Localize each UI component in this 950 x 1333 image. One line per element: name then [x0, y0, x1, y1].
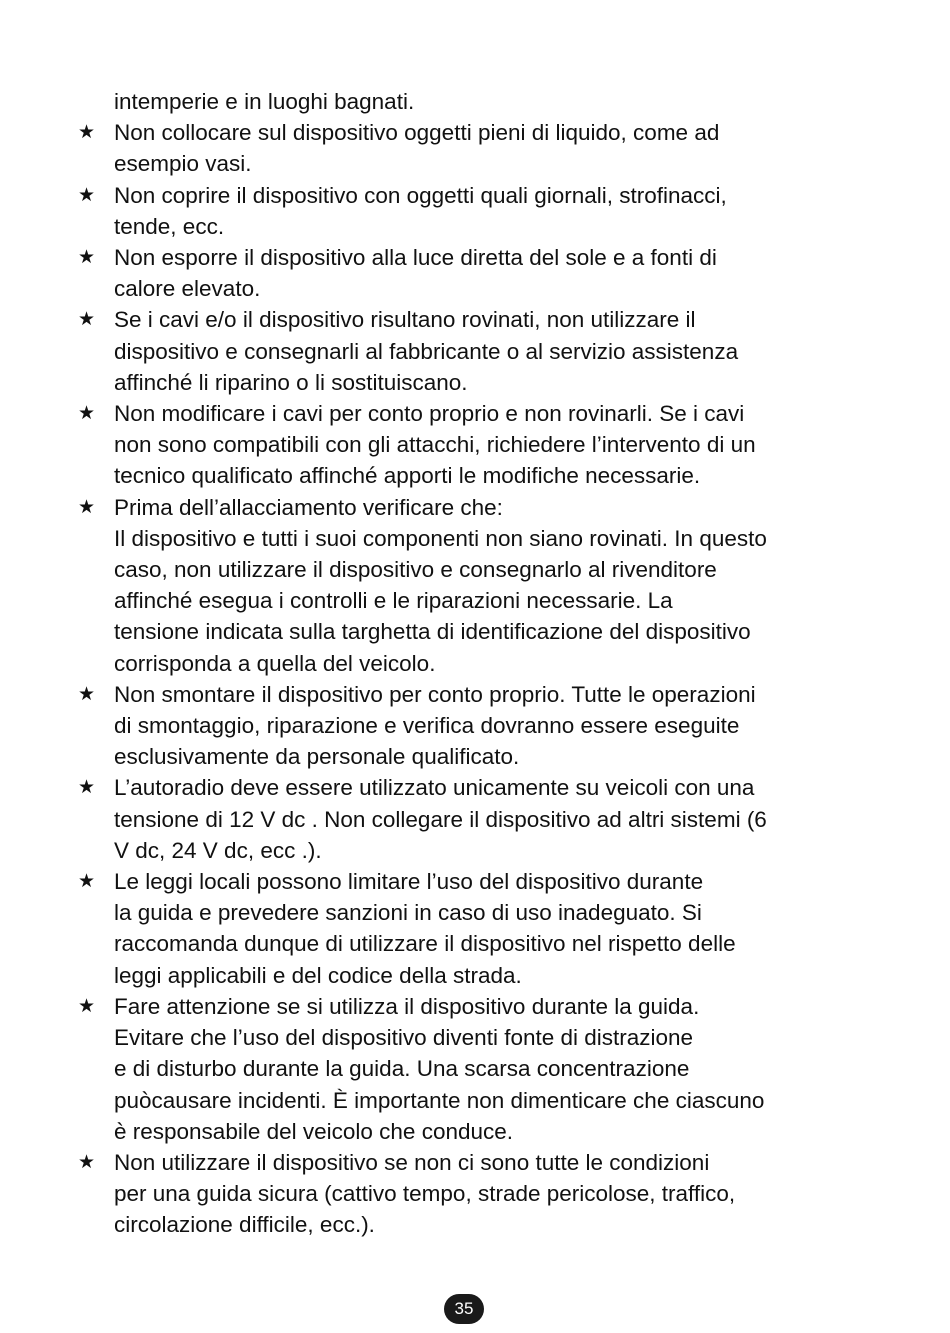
list-item: [78, 1147, 878, 1241]
safety-list: [78, 117, 878, 1240]
list-item: [78, 304, 878, 398]
star-bullet-icon: ★: [78, 776, 96, 799]
star-bullet-icon: ★: [78, 495, 96, 518]
list-item-text: Non utilizzare il dispositivo se non ci sono tutte le condizioni per una guida sicura (cattivo tempo, strade pericolose, traffico, circolazione difficile, ecc.).: [114, 1149, 736, 1238]
list-item-text: Prima dell’allacciamento verificare che: Il dispositivo e tutti i suoi componenti non siano rovinati. In questo caso, non utilizzare il dispositivo e consegnarlo al rivenditore affinché esegua i controlli e le riparazioni necessarie. La tensione indicata sulla targhetta di identificazione del dispositivo corrisponda a quella del veicolo.: [114, 494, 767, 676]
list-item-text: Non coprire il dispositivo con oggetti quali giornali, strofinacci, tende, ecc.: [114, 182, 727, 239]
star-bullet-icon: ★: [78, 682, 96, 705]
list-item: [78, 180, 878, 242]
list-item: [78, 242, 878, 304]
star-bullet-icon: ★: [78, 183, 96, 206]
document-body: [78, 86, 878, 1241]
list-item-text: Non collocare sul dispositivo oggetti pieni di liquido, come ad esempio vasi.: [114, 120, 720, 177]
list-item-text: Fare attenzione se si utilizza il dispositivo durante la guida. Evitare che l’uso del dispositivo diventi fonte di distrazione e di disturbo durante la guida. Una scarsa concentrazione puòcausare incidenti. È importante non dimenticare che ciascuno è responsabile del veicolo che conduce.: [114, 993, 765, 1144]
list-item: [78, 398, 878, 492]
star-bullet-icon: ★: [78, 402, 96, 425]
list-item-text: Non esporre il dispositivo alla luce diretta del sole e a fonti di calore elevato.: [114, 245, 717, 302]
list-item-text: Se i cavi e/o il dispositivo risultano rovinati, non utilizzare il dispositivo e consegnarli al fabbricante o al servizio assistenza affinché li riparino o li sostituiscano.: [114, 307, 739, 395]
list-item-text: L’autoradio deve essere utilizzato unicamente su veicoli con una tensione di 12 V dc . Non collegare il dispositivo ad altri sistemi (6 V dc, 24 V dc, ecc .).: [114, 775, 767, 863]
list-item: [78, 866, 878, 991]
list-item-text: Non smontare il dispositivo per conto proprio. Tutte le operazioni di smontaggio, riparazione e verifica dovranno essere eseguite esclusivamente da personale qualificato.: [114, 681, 756, 770]
list-item: [78, 117, 878, 179]
star-bullet-icon: ★: [78, 994, 96, 1017]
list-item-text: Le leggi locali possono limitare l’uso del dispositivo durante la guida e prevedere sanzioni in caso di uso inadeguato. Si raccomanda dunque di utilizzare il dispositivo nel rispetto delle leggi applicabili e del codice della strada.: [114, 869, 736, 988]
star-bullet-icon: ★: [78, 308, 96, 331]
star-bullet-icon: ★: [78, 870, 96, 893]
intro-line: intemperie e in luoghi bagnati.: [114, 89, 415, 114]
star-bullet-icon: ★: [78, 121, 96, 144]
page-number: 35: [444, 1294, 484, 1324]
list-item: [78, 679, 878, 773]
list-item: [78, 492, 878, 679]
star-bullet-icon: ★: [78, 246, 96, 269]
list-item: [78, 991, 878, 1147]
star-bullet-icon: ★: [78, 1150, 96, 1173]
list-item: [78, 772, 878, 866]
list-item-text: Non modificare i cavi per conto proprio e non rovinarli. Se i cavi non sono compatibili con gli attacchi, richiedere l’intervento di un tecnico qualificato affinché apporti le modifiche necessarie.: [114, 401, 756, 489]
